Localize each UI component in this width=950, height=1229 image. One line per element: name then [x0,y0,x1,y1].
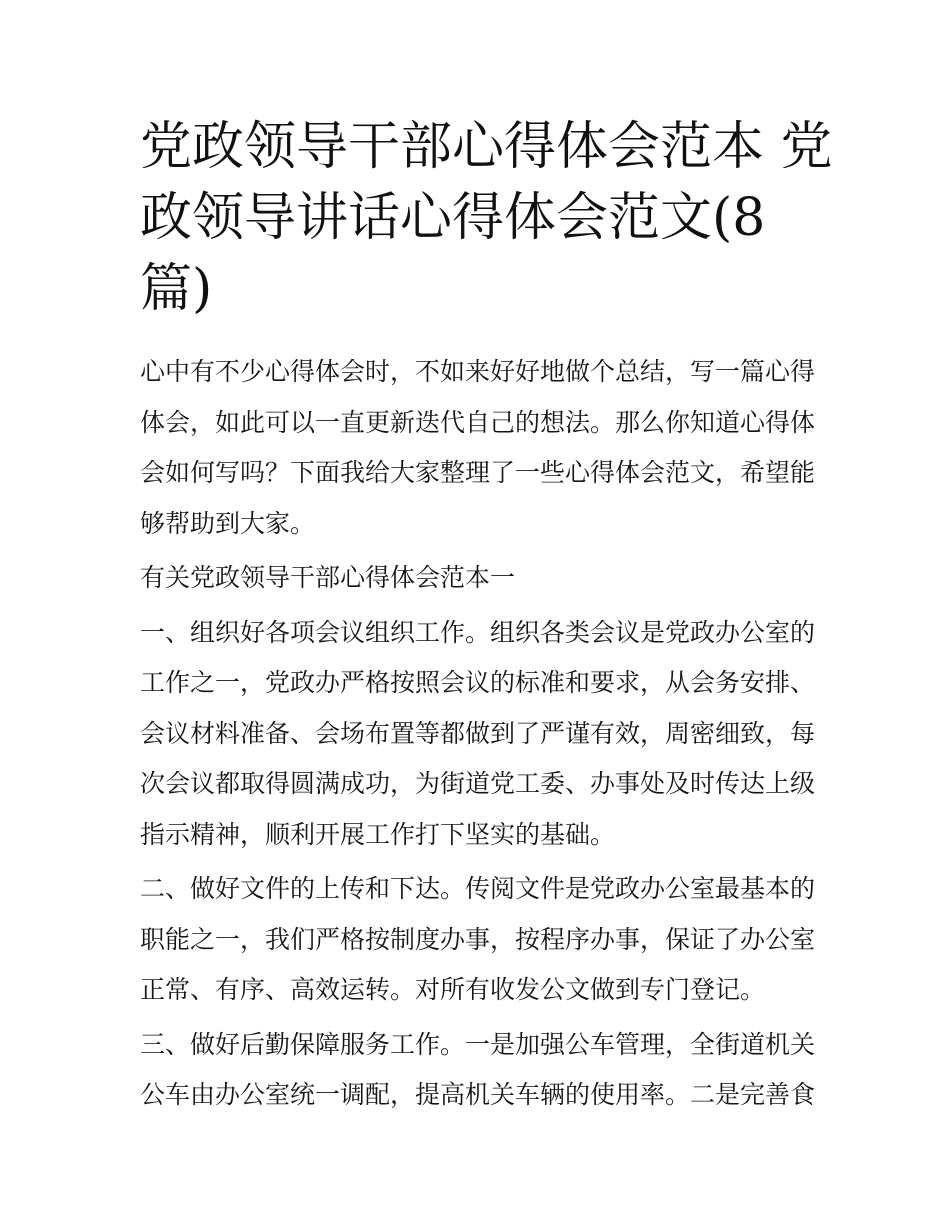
text-line: 会如何写吗？下面我给大家整理了一些心得体会范文，希望能 [140,458,816,487]
text-line: 会议材料准备、会场布置等都做到了严谨有效，周密细致，每 [140,718,816,748]
text-line: 体会，如此可以一直更新迭代自己的想法。那么你知道心得体 [140,407,816,437]
text-line: 正常、有序、高效运转。对所有收发公文做到专门登记。 [140,975,766,1004]
text-line: 二、做好文件的上传和下达。传阅文件是党政办公室最基本的 [140,874,816,903]
text-line: 有关党政领导干部心得体会范本一 [140,563,516,592]
title-line: 党政领导干部心得体会范本 党 [140,117,833,177]
title-line: 政领导讲话心得体会范文(8 [140,188,766,248]
item-paragraph-2 [140,864,815,1016]
text-line: 公车由办公室统一调配，提高机关车辆的使用率。二是完善食 [140,1080,816,1109]
title-line: 篇) [140,259,213,319]
text-line: 工作之一，党政办严格按照会议的标准和要求，从会务安排、 [140,668,816,697]
section-heading [140,553,815,604]
document-title [140,112,833,325]
text-line: 次会议都取得圆满成功，为街道党工委、办事处及时传达上级 [140,769,816,798]
text-line: 三、做好后勤保障服务工作。一是加强公车管理，全街道机关 [140,1029,816,1059]
document-content [140,112,833,1125]
text-line: 心中有不少心得体会时，不如来好好地做个总结，写一篇心得 [140,357,816,386]
item-paragraph-3 [140,1020,815,1121]
item-paragraph-1 [140,608,815,861]
intro-paragraph [140,347,815,549]
text-line: 职能之一，我们严格按制度办事，按程序办事，保证了办公室 [140,924,816,954]
text-line: 指示精神，顺利开展工作打下坚实的基础。 [140,819,616,849]
document-body [140,347,815,1121]
text-line: 一、组织好各项会议组织工作。组织各类会议是党政办公室的 [140,617,816,647]
text-line: 够帮助到大家。 [140,508,316,538]
